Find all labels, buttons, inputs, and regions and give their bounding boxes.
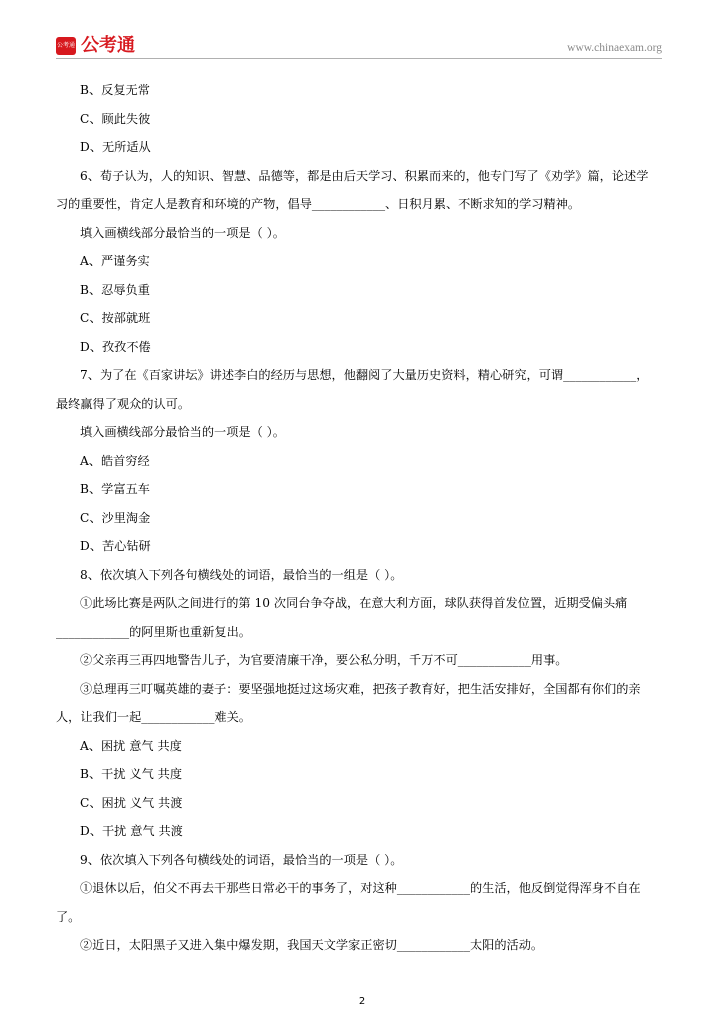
logo-text: 公考通 <box>81 35 135 56</box>
question-8-sentence-2: ②父亲再三再四地警告儿子，为官要清廉干净，要公私分明，千万不可____________用事。 <box>80 653 568 667</box>
question-6-text: 6、荀子认为，人的知识、智慧、品德等，都是由后天学习、积累而来的，他专门写了《劝学》篇，论述学 <box>80 168 649 183</box>
question-8-sentence-1-cont: ____________的阿里斯也重新复出。 <box>56 624 251 639</box>
option-line: D、干扰 意气 共渡 <box>80 824 183 838</box>
option-line: C、困扰 义气 共渡 <box>80 795 183 810</box>
option-line: C、顾此失彼 <box>80 111 151 126</box>
option-line: D、孜孜不倦 <box>80 339 151 354</box>
question-8-sentence-3: ③总理再三叮嘱英雄的妻子：要坚强地挺过这场灾难，把孩子教育好，把生活安排好，全国都有你们的亲 <box>80 681 641 696</box>
option-line: B、反复无常 <box>80 83 150 97</box>
option-line: A、严谨务实 <box>80 254 150 268</box>
option-line: B、忍辱负重 <box>80 282 150 297</box>
option-line: A、皓首穷经 <box>80 453 150 468</box>
header-divider <box>56 58 662 59</box>
question-9-sentence-2: ②近日，太阳黑子又进入集中爆发期，我国天文学家正密切____________太阳的活动。 <box>80 938 544 952</box>
option-line: D、无所适从 <box>80 140 151 154</box>
question-8-sentence-3-cont: 人，让我们一起____________难关。 <box>56 710 251 724</box>
question-9-sentence-1: ①退休以后，伯父不再去干那些日常必干的事务了，对这种____________的生活，他反倒觉得浑身不自在 <box>80 881 641 895</box>
question-9-sentence-1-cont: 了。 <box>56 909 81 924</box>
option-line: C、沙里淘金 <box>80 510 151 525</box>
site-url: www.chinaexam.org <box>567 42 662 54</box>
document-body <box>56 76 668 960</box>
question-7-text-cont: 最终赢得了观众的认可。 <box>56 396 191 411</box>
option-line: C、按部就班 <box>80 311 151 325</box>
option-line: D、苦心钻研 <box>80 539 151 553</box>
option-line: A、困扰 意气 共度 <box>80 738 182 753</box>
question-9-text: 9、依次填入下列各句横线处的词语，最恰当的一项是（ ）。 <box>80 852 403 867</box>
question-7-prompt: 填入画横线部分最恰当的一项是（ ）。 <box>80 425 285 439</box>
question-8-text: 8、依次填入下列各句横线处的词语，最恰当的一组是（ ）。 <box>80 567 403 582</box>
question-6-text-cont: 习的重要性，肯定人是教育和环境的产物，倡导____________、日积月累、不断求知的学习精神。 <box>56 197 581 211</box>
question-6-prompt: 填入画横线部分最恰当的一项是（ ）。 <box>80 225 285 240</box>
option-line: B、学富五车 <box>80 482 150 496</box>
page-header <box>56 33 662 59</box>
question-7-text: 7、为了在《百家讲坛》讲述李白的经历与思想，他翻阅了大量历史资料，精心研究，可谓____________， <box>80 368 649 382</box>
page-number: 2 <box>358 996 366 1007</box>
option-line: B、干扰 义气 共度 <box>80 767 183 781</box>
logo-badge: 公考通 <box>56 37 76 55</box>
question-8-sentence-1: ①此场比赛是两队之间进行的第 10 次同台争夺战，在意大利方面，球队获得首发位置，近期受偏头痛 <box>80 596 628 610</box>
